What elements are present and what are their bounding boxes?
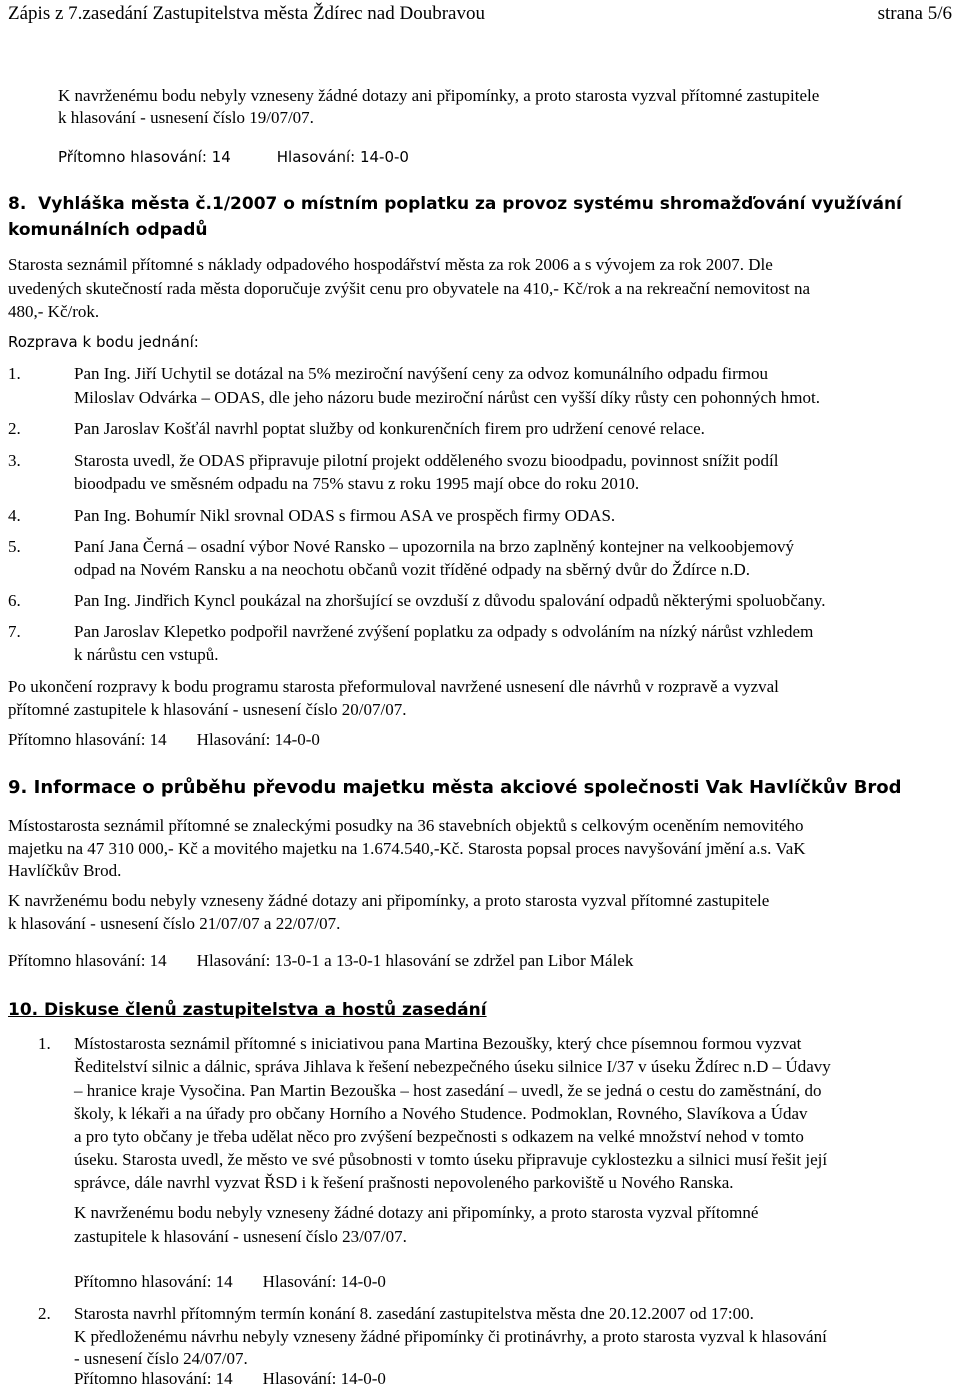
list-item: – hranice kraje Vysočina. Pan Martin Bezouška – host zasedání – uvedl, že se jedná o cestu do zaměstnání, do [74,1081,822,1100]
section-title: Vyhláška města č.1/2007 o místním poplatku za provoz systému shromažďování využívání [38,194,902,214]
section-title-cont: komunálních odpadů [8,220,208,240]
paragraph-line: zastupitele k hlasování - usnesení číslo 23/07/07. [74,1227,407,1246]
list-item: Ředitelství silnic a dálnic, správa Jihlava k řešení nebezpečného úseku silnice I/37 v úseku Ždírec n.D – Údavy [74,1057,831,1076]
list-number: 7. [8,622,21,641]
list-item: Pan Ing. Jiří Uchytil se dotázal na 5% meziroční navýšení ceny za odvoz komunálního odpadu firmou [74,364,768,383]
paragraph-line: Po ukončení rozpravy k bodu programu starosta přeformuloval navržené usnesení dle návrhů v rozpravě a vyzval [8,677,779,696]
list-item: - usnesení číslo 24/07/07. [74,1349,248,1368]
list-number: 2. [38,1304,51,1323]
vote-line [74,1368,386,1390]
vote-result: Hlasování: 13-0-1 a 13-0-1 hlasování se zdržel pan Libor Málek [196,951,634,970]
list-item: Starosta uvedl, že ODAS připravuje pilotní projekt odděleného svozu bioodpadu, povinnost snížit podíl [74,451,779,470]
list-item: úseku. Starosta uvedl, že město ve své působnosti v tomto úseku připravuje cyklostezku a silnici musí řešit její [74,1150,828,1169]
list-item: Pan Jaroslav Klepetko podpořil navržené zvýšení poplatku za odpady s odvoláním na nízký nárůst vzhledem [74,622,814,641]
paragraph-line: K navrženému bodu nebyly vzneseny žádné dotazy ani připomínky, a proto starosta vyzval přítomné zastupitele [8,891,770,910]
paragraph-line: k hlasování - usnesení číslo 19/07/07. [58,108,314,127]
list-number: 6. [8,591,21,610]
list-item: školy, k lékaři a na úřady pro občany Horního a Nového Studence. Podmoklan, Rovného, Slavíkova a Údav [74,1104,808,1123]
section-title: Informace o průběhu převodu majetku města akciové společnosti Vak Havlíčkův Brod [33,777,902,798]
vote-present: Přítomno hlasování: 14 [74,1369,233,1388]
paragraph-line: 480,- Kč/rok. [8,302,100,321]
list-item: bioodpadu ve směsném odpadu na 75% stavu z roku 1995 mají obce do roku 2010. [74,474,640,493]
section-8-heading [8,193,902,215]
list-number: 5. [8,537,21,556]
section-10-heading: 10. Diskuse členů zastupitelstva a hostů zasedání [8,1000,487,1020]
vote-result: Hlasování: 14-0-0 [196,730,320,749]
list-number: 1. [38,1034,51,1053]
list-number: 3. [8,451,21,470]
vote-present: Přítomno hlasování: 14 [74,1272,233,1291]
paragraph-line: uvedených skutečností rada města doporučuje zvýšit cenu pro obyvatele na 410,- Kč/rok a na rekreační nemovitost na [8,279,811,298]
list-item: Pan Ing. Bohumír Nikl srovnal ODAS s firmou ASA ve prospěch firmy ODAS. [74,506,616,525]
paragraph-line: majetku na 47 310 000,- Kč a movitého majetku na 1.674.540,-Kč. Starosta popsal proces navyšování jmění a.s. VaK [8,839,806,858]
vote-result: Hlasování: 14-0-0 [262,1272,386,1291]
paragraph-line: Starosta seznámil přítomné s náklady odpadového hospodářství města za rok 2006 a s vývojem za rok 2007. Dle [8,255,773,274]
vote-result: Hlasování: 14-0-0 [276,148,409,166]
list-item: Paní Jana Černá – osadní výbor Nové Ransko – upozornila na brzo zaplněný kontejner na velkoobjemový [74,537,794,556]
page-number: strana 5/6 [877,3,952,24]
paragraph-line: Havlíčkův Brod. [8,861,122,880]
section-number: 8. [8,194,27,214]
list-item: K předloženému návrhu nebyly vzneseny žádné připomínky či protinávrhy, a proto starosta vyzval k hlasování [74,1327,827,1346]
vote-line [8,950,633,972]
paragraph-line: K navrženému bodu nebyly vzneseny žádné dotazy ani připomínky, a proto starosta vyzval přítomné zastupitele [58,86,820,105]
vote-line [74,1271,386,1293]
list-item: Pan Jaroslav Košťál navrhl poptat služby od konkurenčních firem pro udržení cenové relace. [74,419,705,438]
list-item: Miloslav Odvárka – ODAS, dle jeho názoru bude meziroční nárůst cen vyšší díky růsty cen pohonných hmot. [74,388,820,407]
vote-result: Hlasování: 14-0-0 [262,1369,386,1388]
list-item: odpad na Novém Ransku a na neochotu občanů vozit tříděné odpady na sběrný dvůr do Ždírce n.D. [74,560,751,579]
vote-present: Přítomno hlasování: 14 [8,730,167,749]
paragraph-line: K navrženému bodu nebyly vzneseny žádné dotazy ani připomínky, a proto starosta vyzval přítomné [74,1203,759,1222]
list-number: 2. [8,419,21,438]
list-item: Starosta navrhl přítomným termín konání 8. zasedání zastupitelstva města dne 20.12.2007 od 17:00. [74,1304,754,1323]
vote-present: Přítomno hlasování: 14 [8,951,167,970]
list-number: 4. [8,506,21,525]
list-item: správce, dále navrhl vyzvat ŘSD i k řešení prašnosti nepovoleného parkoviště u Nového Ranska. [74,1173,734,1192]
list-item: k nárůstu cen vstupů. [74,645,219,664]
section-9-heading [8,777,902,799]
section-number: 9. [8,777,28,798]
list-item: a pro tyto občany je třeba udělat něco pro zvýšení bezpečnosti s odkazem na velké množství nehod v tomto [74,1127,804,1146]
vote-present: Přítomno hlasování: 14 [58,148,231,166]
list-item: Místostarosta seznámil přítomné s iniciativou pana Martina Bezoušky, který chce písemnou formou vyzvat [74,1034,802,1053]
page-header-title: Zápis z 7.zasedání Zastupitelstva města Ždírec nad Doubravou [8,3,485,24]
discussion-label: Rozprava k bodu jednání: [8,333,199,351]
vote-line [8,729,320,751]
list-number: 1. [8,364,21,383]
paragraph-line: k hlasování - usnesení číslo 21/07/07 a 22/07/07. [8,914,341,933]
paragraph-line: Místostarosta seznámil přítomné se znaleckými posudky na 36 stavebních objektů s celkovým oceněním nemovitého [8,816,804,835]
list-item: Pan Ing. Jindřich Kyncl poukázal na zhoršující se ovzduší z důvodu spalování odpadů některými spoluobčany. [74,591,826,610]
paragraph-line: přítomné zastupitele k hlasování - usnesení číslo 20/07/07. [8,700,407,719]
vote-line [58,146,409,168]
